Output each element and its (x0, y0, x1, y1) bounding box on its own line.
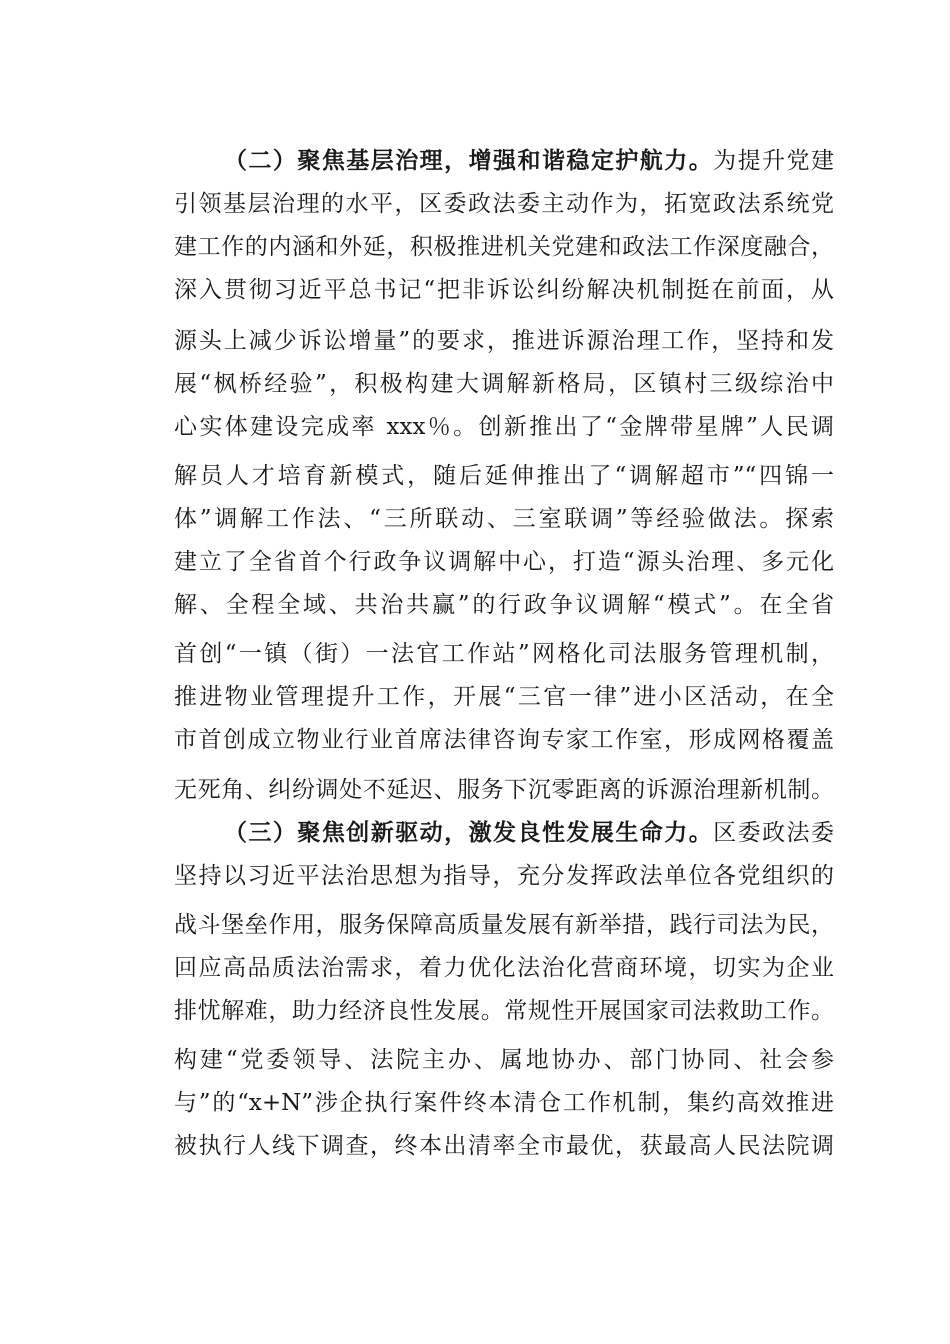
paragraph-line: 坚持以习近平法治思想为指导，充分发挥政法单位各党组织的 (174, 863, 834, 889)
paragraph-line: 深入贯彻习近平总书记“把非诉讼纠纷解决机制挺在前面，从 (174, 277, 834, 303)
paragraph-line: 构建“党委领导、法院主办、属地协办、部门协同、社会参 (174, 1047, 834, 1073)
paragraph-line (224, 813, 834, 853)
paragraph-line: 市首创成立物业行业首席法律咨询专家工作室，形成网格覆盖 (174, 727, 834, 753)
paragraph-line: 被执行人线下调查，终本出清率全市最优，获最高人民法院调 (174, 1133, 834, 1159)
paragraph-line: 战斗堡垒作用，服务保障高质量发展有新举措，践行司法为民， (174, 912, 834, 938)
line-text: 区委政法委 (713, 820, 835, 846)
paragraph-line: 心实体建设完成率 xxx％。创新推出了“金牌带星牌”人民调 (174, 414, 834, 440)
paragraph-line: 展“枫桥经验”，积极构建大调解新格局，区镇村三级综治中 (174, 371, 834, 397)
paragraph-line: 引领基层治理的水平，区委政法委主动作为，拓宽政法系统党 (174, 191, 834, 217)
paragraph-line: 无死角、纠纷调处不延迟、服务下沉零距离的诉源治理新机制。 (174, 777, 834, 803)
paragraph-line: 建工作的内涵和外延，积极推进机关党建和政法工作深度融合， (174, 234, 834, 260)
section-heading: （二）聚焦基层治理，增强和谐稳定护航力。 (224, 147, 714, 174)
paragraph-line: 体”调解工作法、“三所联动、三室联调”等经验做法。探索 (174, 506, 834, 532)
paragraph-line: 源头上减少诉讼增量”的要求，推进诉源治理工作，坚持和发 (174, 328, 834, 354)
paragraph-line: 排忧解难，助力经济良性发展。常规性开展国家司法救助工作。 (174, 998, 834, 1024)
paragraph-line: 与”的“x+N”涉企执行案件终本清仓工作机制，集约高效推进 (174, 1090, 834, 1116)
paragraph-line: 解、全程全域、共治共赢”的行政争议调解“模式”。在全省 (174, 592, 834, 618)
line-text: 为提升党建 (713, 148, 835, 174)
paragraph-line (224, 141, 834, 181)
paragraph-line: 首创“一镇（街）一法官工作站”网格化司法服务管理机制， (174, 641, 834, 667)
paragraph-line: 推进物业管理提升工作，开展“三官一律”进小区活动，在全 (174, 684, 834, 710)
paragraph-line: 解员人才培育新模式，随后延伸推出了“调解超市”“四锦一 (174, 463, 834, 489)
paragraph-line: 建立了全省首个行政争议调解中心，打造“源头治理、多元化 (174, 549, 834, 575)
paragraph-line: 回应高品质法治需求，着力优化法治化营商环境，切实为企业 (174, 955, 834, 981)
section-heading: （三）聚焦创新驱动，激发良性发展生命力。 (224, 819, 714, 846)
